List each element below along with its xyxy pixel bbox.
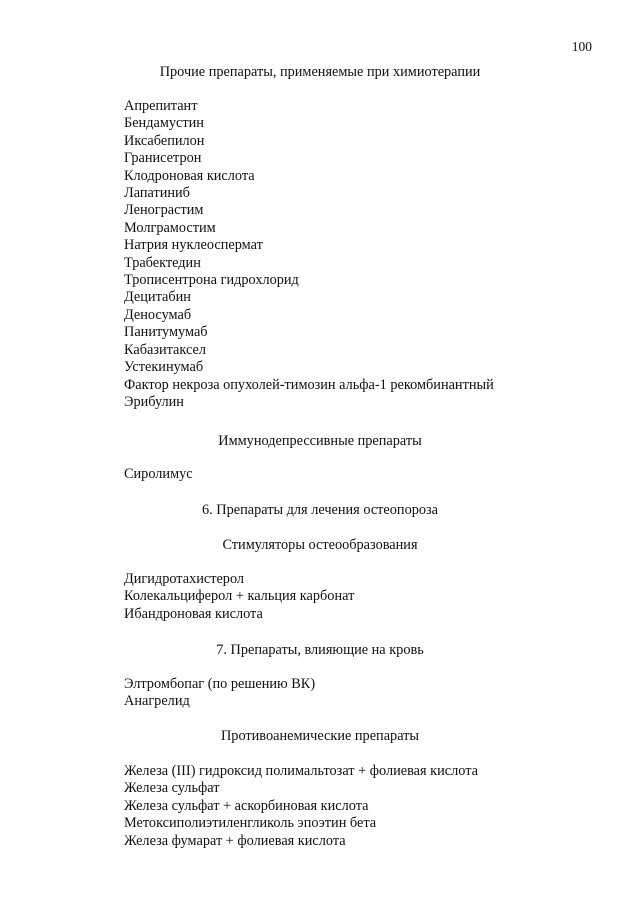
list-bone-stimulators [124,571,354,623]
list-item: Ленограстим [124,202,204,219]
list-item: Дигидротахистерол [124,571,245,587]
list-item: Децитабин [124,289,191,306]
list-immunosuppressive [124,466,193,483]
list-item: Фактор некроза опухолей-тимозин альфа-1 рекомбинантный [124,376,494,393]
list-item: Ибандроновая кислота [124,605,263,622]
list-item: Элтромбопаг (по решению ВК) [124,676,316,692]
list-item: Гранисетрон [124,150,202,167]
list-item: Кабазитаксел [124,341,206,358]
section-heading-osteoporosis: 6. Препараты для лечения остеопороза [201,502,439,518]
list-item: Деносумаб [124,306,192,323]
section-heading-blood: 7. Препараты, влияющие на кровь [216,642,424,658]
list-item: Панитумумаб [124,324,208,341]
list-item: Молграмостим [124,219,216,236]
list-item: Клодроновая кислота [124,167,255,184]
list-item: Железа сульфат + аскорбиновая кислота [124,797,369,814]
list-item: Железа фумарат + фолиевая кислота [124,832,346,849]
page-number: 100 [571,39,592,54]
list-blood [124,676,315,711]
list-item: Трописентрона гидрохлорид [124,272,299,289]
list-item: Трабектедин [124,254,201,271]
section-heading-antianemic: Противоанемические препараты [220,728,420,744]
section-heading-bone-stimulators: Стимуляторы остеообразования [222,537,418,553]
list-item: Эрибулин [124,393,184,410]
list-item: Бендамустин [124,115,204,132]
list-item: Колекальциферол + кальция карбонат [124,588,355,605]
list-item: Железа (III) гидроксид полимальтозат + фолиевая кислота [124,763,478,779]
list-item: Лапатиниб [124,185,190,202]
section-heading-chemo-other: Прочие препараты, применяемые при химиотерапии [159,64,481,80]
list-item: Сиролимус [124,466,193,482]
list-antianemic [124,763,478,850]
section-heading-immunosuppressive: Иммунодепрессивные препараты [218,433,422,449]
list-item: Метоксиполиэтиленгликоль эпоэтин бета [124,815,377,832]
list-item: Железа сульфат [124,780,220,797]
list-item: Иксабепилон [124,132,205,149]
list-item: Анагрелид [124,693,190,710]
list-item: Апрепитант [124,98,198,114]
list-item: Натрия нуклеоспермат [124,237,263,254]
list-item: Устекинумаб [124,359,204,376]
list-chemo-other [124,98,494,411]
